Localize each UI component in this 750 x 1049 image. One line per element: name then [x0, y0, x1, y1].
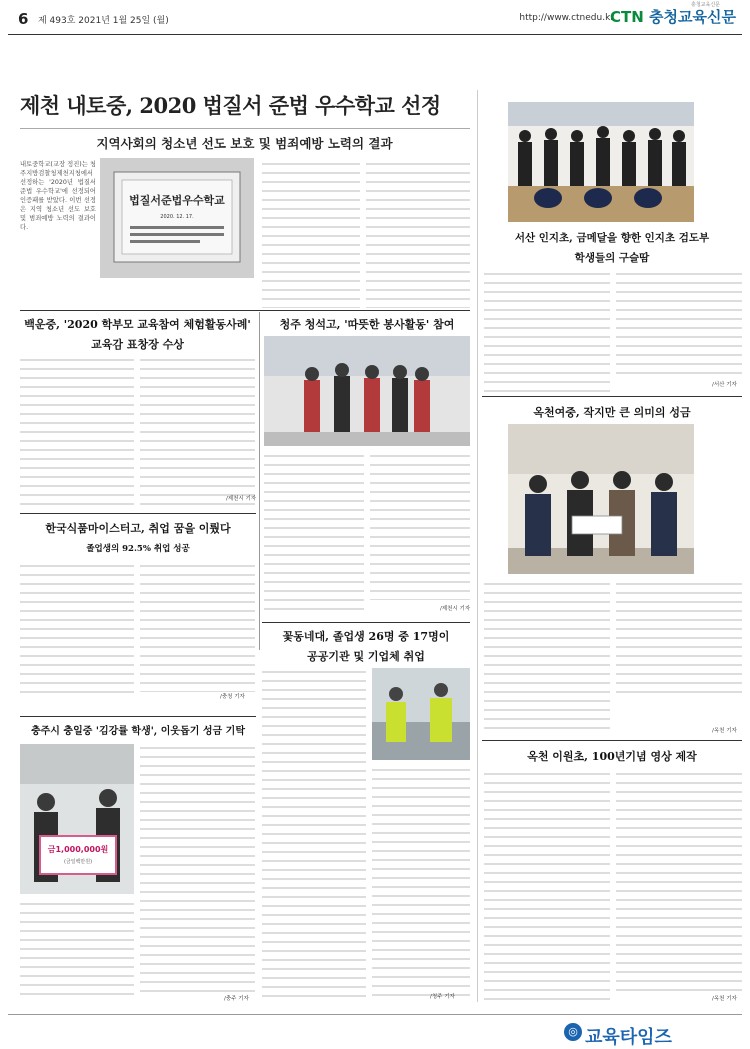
section-rule — [20, 310, 470, 311]
text-lines — [484, 580, 610, 730]
food-title: 한국식품마이스터고, 취업 꿈을 이뤘다 — [45, 522, 231, 535]
section-rule — [482, 740, 742, 741]
okcheon-girls-byline: /옥천 기자 — [712, 728, 737, 734]
seosan-col-2 — [616, 270, 742, 374]
chungju-photo — [20, 744, 134, 894]
page-number: 6 — [18, 10, 29, 28]
seosan-photo — [508, 102, 694, 222]
text-lines — [484, 270, 610, 394]
issue-date: 제 493호 2021년 1월 25일 (월) — [38, 16, 169, 26]
food-subtitle: 졸업생의 92.5% 취업 성공 — [86, 544, 190, 554]
text-lines — [140, 562, 255, 692]
footer-brand[interactable]: 교육타임즈 — [585, 1027, 672, 1048]
site-url[interactable]: http://www.ctnedu.kr — [519, 13, 614, 23]
plaque-text: 법질서준법우수학교 — [129, 194, 225, 207]
cheongju-col-1 — [264, 452, 364, 610]
logo-ctn: CTN — [610, 8, 644, 26]
chungju-col-2 — [140, 744, 255, 994]
chungju-title: 충주시 충일중 '김강률 학생', 이웃돕기 성금 기탁 — [30, 726, 246, 737]
okcheon-girls-title: 옥천여중, 작지만 큰 의미의 성금 — [533, 406, 691, 419]
cheongju-photo — [264, 336, 470, 446]
plaque-photo — [100, 158, 254, 278]
volunteers-image — [264, 336, 470, 446]
section-rule — [482, 396, 742, 397]
okcheon-elem-col-1 — [484, 770, 610, 1002]
seosan-col-1 — [484, 270, 610, 394]
check-sub: (금일백만원) — [63, 859, 93, 865]
text-lines — [140, 744, 255, 994]
okcheon-elem-col-2 — [616, 770, 742, 994]
newspaper-logo — [610, 6, 736, 27]
cheongju-byline: /제천시 기자 — [440, 606, 471, 612]
kendo-image — [508, 102, 694, 222]
main-col-4 — [366, 160, 470, 308]
brand-logo-icon: ◎ — [564, 1023, 582, 1041]
worker-image — [372, 668, 470, 760]
kkot-col-1 — [262, 668, 366, 1002]
chungju-byline: /충주 기자 — [224, 996, 249, 1002]
food-byline: /충청 기자 — [220, 694, 245, 700]
text-lines — [262, 668, 366, 1002]
okcheon-elem-byline: /옥천 기자 — [712, 996, 737, 1002]
okcheon-elem-title: 옥천 이원초, 100년기념 영상 제작 — [527, 750, 697, 763]
baek-subtitle: 교육감 표창장 수상 — [91, 338, 184, 351]
cheongju-title: 청주 청석고, '따뜻한 봉사활동' 참여 — [279, 318, 455, 331]
okcheon-girls-photo — [508, 424, 694, 574]
main-lead-text: 내토중학교(교장 정진)는 청주지방검찰청제천지청에서 선정하는 '2020년 법질서 준법 우수학교'에 선정되어 인증패를 받았다. 이번 선정은 지역 청소년 선도 보호 및 범죄예방 노력의 결과이다. — [20, 161, 96, 231]
main-subhead: 지역사회의 청소년 선도 보호 및 범죄예방 노력의 결과 — [96, 136, 393, 151]
headline-rule — [20, 128, 470, 129]
page-header — [8, 0, 742, 35]
text-lines — [20, 562, 134, 700]
cheongju-col-2 — [370, 452, 470, 600]
text-lines — [20, 900, 134, 1000]
column-divider — [259, 312, 260, 650]
footer-rule — [8, 1014, 742, 1015]
main-lead-column — [20, 160, 96, 308]
kkot-subtitle: 공공기관 및 기업체 취업 — [307, 650, 425, 663]
students-donation-image — [508, 424, 694, 574]
section-rule — [262, 622, 470, 623]
section-rule — [20, 716, 256, 717]
text-lines — [262, 160, 360, 308]
text-lines — [616, 270, 742, 374]
logo-name: 충청교육신문 — [649, 8, 736, 26]
okcheon-girls-col-2 — [616, 580, 742, 700]
food-col-1 — [20, 562, 134, 700]
page-footer — [0, 1010, 750, 1049]
plaque-date: 2020. 12. 17. — [160, 214, 194, 220]
main-headline: 제천 내토중, 2020 법질서 준법 우수학교 선정 — [20, 93, 441, 118]
food-col-2 — [140, 562, 255, 692]
text-lines — [140, 356, 255, 506]
text-lines — [264, 452, 364, 610]
donation-image — [20, 744, 134, 894]
baek-col-2 — [140, 356, 255, 506]
seosan-subtitle: 학생들의 구슬땀 — [574, 252, 650, 264]
kkot-byline: /청주 기자 — [430, 994, 455, 1000]
baek-col-1 — [20, 356, 134, 506]
right-column-divider — [477, 90, 478, 1002]
section-rule — [20, 513, 256, 514]
text-lines — [372, 766, 470, 1002]
baek-byline: /제천시 기자 — [226, 496, 257, 502]
text-lines — [366, 160, 470, 308]
kkot-title: 꽃동네대, 졸업생 26명 중 17명이 — [282, 630, 450, 643]
check-amount: 금1,000,000원 — [47, 845, 109, 854]
seosan-title: 서산 인지초, 금메달을 향한 인지초 검도부 — [514, 232, 710, 244]
text-lines — [370, 452, 470, 600]
main-col-3 — [262, 160, 360, 308]
baek-title: 백운중, '2020 학부모 교육참여 체험활동사례' — [24, 318, 251, 331]
okcheon-girls-col-1 — [484, 580, 610, 730]
kkot-photo — [372, 668, 470, 760]
text-lines — [616, 580, 742, 700]
text-lines — [484, 770, 610, 1002]
seosan-byline: /서산 기자 — [712, 382, 737, 388]
text-lines — [20, 356, 134, 506]
logo-small-text: 충청교육신문 — [691, 2, 720, 8]
text-lines — [616, 770, 742, 994]
chungju-col-1 — [20, 900, 134, 1000]
kkot-col-2 — [372, 766, 470, 1002]
